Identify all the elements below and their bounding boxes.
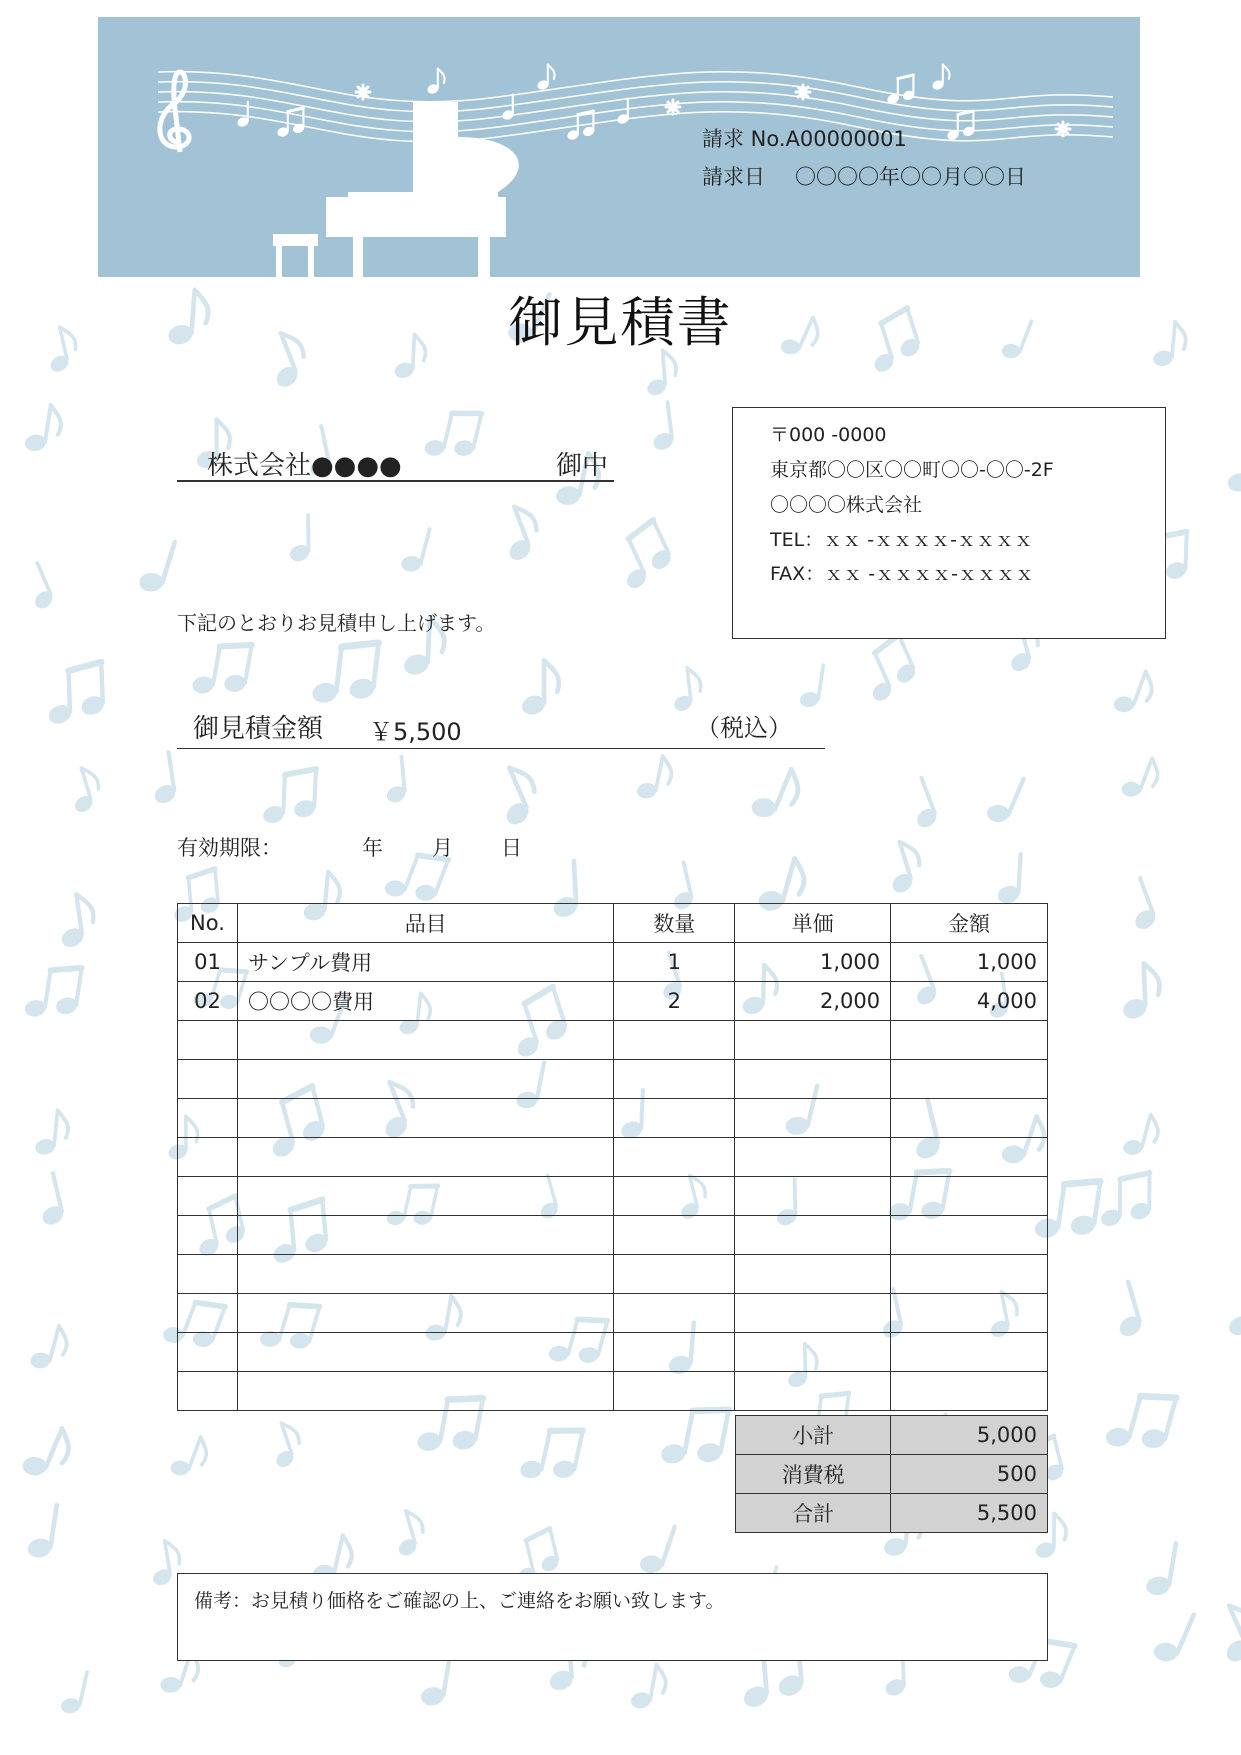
table-row [178, 1021, 1048, 1060]
column-header: 数量 [614, 904, 735, 943]
column-header: 品目 [237, 904, 613, 943]
sender-tel: TEL：ｘｘ -ｘｘｘｘ-ｘｘｘｘ [770, 529, 1033, 551]
table-cell [735, 1138, 891, 1177]
table-cell: 2,000 [735, 982, 891, 1021]
table-cell [891, 1099, 1048, 1138]
intro-text: 下記のとおりお見積申し上げます。 [177, 611, 496, 635]
table-cell: 1 [614, 943, 735, 982]
totals-value: 5,000 [891, 1416, 1048, 1455]
flower-icon [1056, 122, 1070, 136]
music-note-icon [606, 518, 681, 594]
sender-company: 〇〇〇〇株式会社 [770, 494, 923, 516]
totals-value: 5,500 [891, 1494, 1048, 1533]
music-note-icon [1206, 1600, 1241, 1669]
validity-month: 月 [432, 836, 453, 860]
music-note-icon [492, 502, 546, 566]
table-cell [735, 1216, 891, 1255]
table-cell [614, 1138, 735, 1177]
table-cell [735, 1099, 891, 1138]
table-row [178, 1099, 1048, 1138]
table-cell [178, 1255, 238, 1294]
totals-label: 小計 [736, 1416, 891, 1455]
invoice-number: 請求 No.A00000001 [702, 127, 907, 151]
music-note-icon [134, 535, 179, 599]
music-note-icon [1117, 751, 1164, 806]
table-cell [735, 1177, 891, 1216]
table-cell [614, 1216, 735, 1255]
music-note-icon [1105, 1281, 1147, 1342]
music-note-icon [536, 65, 554, 91]
table-cell [614, 1060, 735, 1099]
table-cell [237, 1255, 613, 1294]
music-note-icon [32, 1108, 70, 1159]
music-note-icon [627, 1661, 669, 1715]
music-note-icon [381, 756, 409, 806]
piano-staff-illustration [98, 17, 1140, 277]
music-note-icon [1220, 1281, 1241, 1340]
music-note-icon [486, 762, 546, 832]
validity-label: 有効期限： [177, 836, 282, 860]
music-note-icon [635, 1519, 679, 1580]
music-note-icon [426, 69, 444, 95]
music-note-icon [519, 660, 559, 717]
table-cell [614, 1099, 735, 1138]
table-cell [891, 1138, 1048, 1177]
table-cell: 1,000 [891, 943, 1048, 982]
table-cell: 2 [614, 982, 735, 1021]
table-cell: 1,000 [735, 943, 891, 982]
recipient-name: 株式会社●●●● [207, 451, 402, 481]
music-note-icon [44, 662, 107, 727]
table-cell [891, 1294, 1048, 1333]
music-note-icon [1119, 877, 1162, 935]
table-cell [178, 1060, 238, 1099]
table-row [178, 1216, 1048, 1255]
music-note-icon [1224, 430, 1241, 501]
music-note-icon [946, 111, 975, 141]
table-cell [178, 1216, 238, 1255]
totals-label: 合計 [736, 1494, 891, 1533]
invoice-date-value: 〇〇〇〇年〇〇月〇〇日 [795, 165, 1026, 189]
table-cell [178, 1099, 238, 1138]
music-note-icon [1228, 1398, 1241, 1478]
table-cell [891, 1060, 1048, 1099]
table-row [178, 1177, 1048, 1216]
table-cell [237, 1177, 613, 1216]
music-note-icon [1147, 1605, 1197, 1670]
music-note-icon [1119, 1109, 1162, 1162]
table-cell: 〇〇〇〇費用 [237, 982, 613, 1021]
table-row [178, 1255, 1048, 1294]
music-note-icon [796, 662, 826, 711]
music-note-icon [1237, 671, 1241, 722]
music-note-icon [21, 402, 64, 458]
table-cell: サンプル費用 [237, 943, 613, 982]
column-header: No. [178, 904, 238, 943]
music-note-icon [308, 635, 382, 712]
music-note-icon [1109, 664, 1158, 722]
table-row [178, 1138, 1048, 1177]
table-cell [614, 1372, 735, 1411]
sender-fax: FAX：ｘｘ -ｘｘｘｘ-ｘｘｘｘ [770, 563, 1034, 585]
column-header: 金額 [891, 904, 1048, 943]
totals-row [736, 1494, 1048, 1533]
music-note-icon [886, 75, 915, 105]
music-note-icon [420, 402, 484, 468]
music-note-icon [1101, 1382, 1180, 1463]
table-cell [178, 1372, 238, 1411]
table-cell: 02 [178, 982, 238, 1021]
table-cell [237, 1216, 613, 1255]
music-note-icon [1142, 1539, 1180, 1601]
music-note-icon [53, 892, 98, 951]
music-note-icon [878, 838, 927, 898]
music-note-icon [616, 99, 629, 125]
music-note-icon [516, 1419, 587, 1491]
remarks-text: 備考：お見積り価格をご確認の上、ご連絡をお願い致します。 [194, 1590, 725, 1612]
music-note-icon [287, 515, 312, 564]
table-row [178, 1372, 1048, 1411]
table-cell: 01 [178, 943, 238, 982]
validity-year: 年 [362, 836, 383, 860]
music-note-icon [1099, 1173, 1153, 1229]
flower-icon [666, 100, 680, 114]
music-note-icon [23, 1501, 60, 1563]
amount-label: 御見積金額 [193, 714, 324, 744]
table-cell [891, 1177, 1048, 1216]
sender-address: 東京都〇〇区〇〇町〇〇-〇〇-2F [770, 459, 1054, 481]
table-cell [735, 1255, 891, 1294]
table-cell [614, 1294, 735, 1333]
table-row [178, 943, 1048, 982]
music-note-icon [1119, 963, 1161, 1022]
amount-value: ￥5,500 [369, 718, 462, 746]
music-note-icon [166, 1430, 212, 1484]
music-note-icon [853, 634, 925, 707]
music-note-icon [901, 777, 943, 834]
table-header-row [178, 904, 1048, 943]
recipient-underline [177, 480, 614, 482]
totals-row [736, 1455, 1048, 1494]
music-note-icon [501, 95, 514, 121]
table-cell [237, 1021, 613, 1060]
table-cell [735, 1021, 891, 1060]
table-row [178, 1294, 1048, 1333]
music-note-icon [260, 767, 319, 828]
table-cell [237, 1294, 613, 1333]
table-row [178, 1333, 1048, 1372]
totals-value: 500 [891, 1455, 1048, 1494]
table-cell [178, 1333, 238, 1372]
table-cell [614, 1021, 735, 1060]
table-cell [891, 1333, 1048, 1372]
table-cell [891, 1216, 1048, 1255]
sender-postal: 〒000 -0000 [770, 424, 887, 446]
music-note-icon [21, 960, 85, 1026]
table-row [178, 1060, 1048, 1099]
table-cell [614, 1333, 735, 1372]
table-cell [178, 1021, 238, 1060]
music-note-icon [19, 562, 59, 614]
music-note-icon [633, 752, 675, 805]
music-note-icon [995, 853, 1024, 907]
sender-address-box [732, 407, 1166, 639]
flower-icon [356, 85, 370, 99]
music-note-icon [31, 1172, 68, 1229]
music-note-icon [263, 1420, 307, 1472]
table-cell [614, 1177, 735, 1216]
table-cell [237, 1372, 613, 1411]
table-cell [237, 1060, 613, 1099]
line-items-table [177, 903, 1048, 1411]
table-cell [614, 1255, 735, 1294]
table-cell [735, 1333, 891, 1372]
table-cell [237, 1138, 613, 1177]
music-note-icon [57, 1668, 90, 1719]
validity-day: 日 [501, 836, 522, 860]
table-cell [237, 1333, 613, 1372]
table-cell [178, 1294, 238, 1333]
totals-label: 消費税 [736, 1455, 891, 1494]
music-note-icon [745, 759, 805, 829]
header-banner [98, 17, 1140, 277]
table-cell [178, 1177, 238, 1216]
totals-row [736, 1416, 1048, 1455]
music-note-icon [16, 1419, 76, 1488]
music-note-icon [188, 635, 255, 704]
table-cell [735, 1294, 891, 1333]
flower-icon [796, 85, 810, 99]
table-row [178, 982, 1048, 1021]
amount-underline [177, 748, 825, 749]
music-note-icon [397, 524, 433, 577]
column-header: 単価 [735, 904, 891, 943]
table-cell [178, 1138, 238, 1177]
table-cell [735, 1060, 891, 1099]
table-cell [891, 1255, 1048, 1294]
table-cell [735, 1372, 891, 1411]
music-note-icon [931, 65, 949, 91]
invoice-date-label: 請求日 [702, 165, 765, 189]
remarks-box [177, 1573, 1048, 1661]
music-note-icon [146, 752, 180, 808]
music-note-icon [387, 1508, 430, 1561]
tax-note: （税込） [696, 714, 792, 742]
page-title: 御見積書 [508, 291, 733, 354]
music-note-icon [63, 765, 106, 817]
music-note-icon [26, 1321, 71, 1377]
table-cell [891, 1372, 1048, 1411]
music-note-icon [646, 402, 676, 454]
music-note-icon [981, 770, 1027, 830]
table-cell [891, 1021, 1048, 1060]
totals-table [735, 1415, 1048, 1533]
table-cell [237, 1099, 613, 1138]
recipient-honorific: 御中 [556, 451, 609, 481]
table-cell: 4,000 [891, 982, 1048, 1021]
